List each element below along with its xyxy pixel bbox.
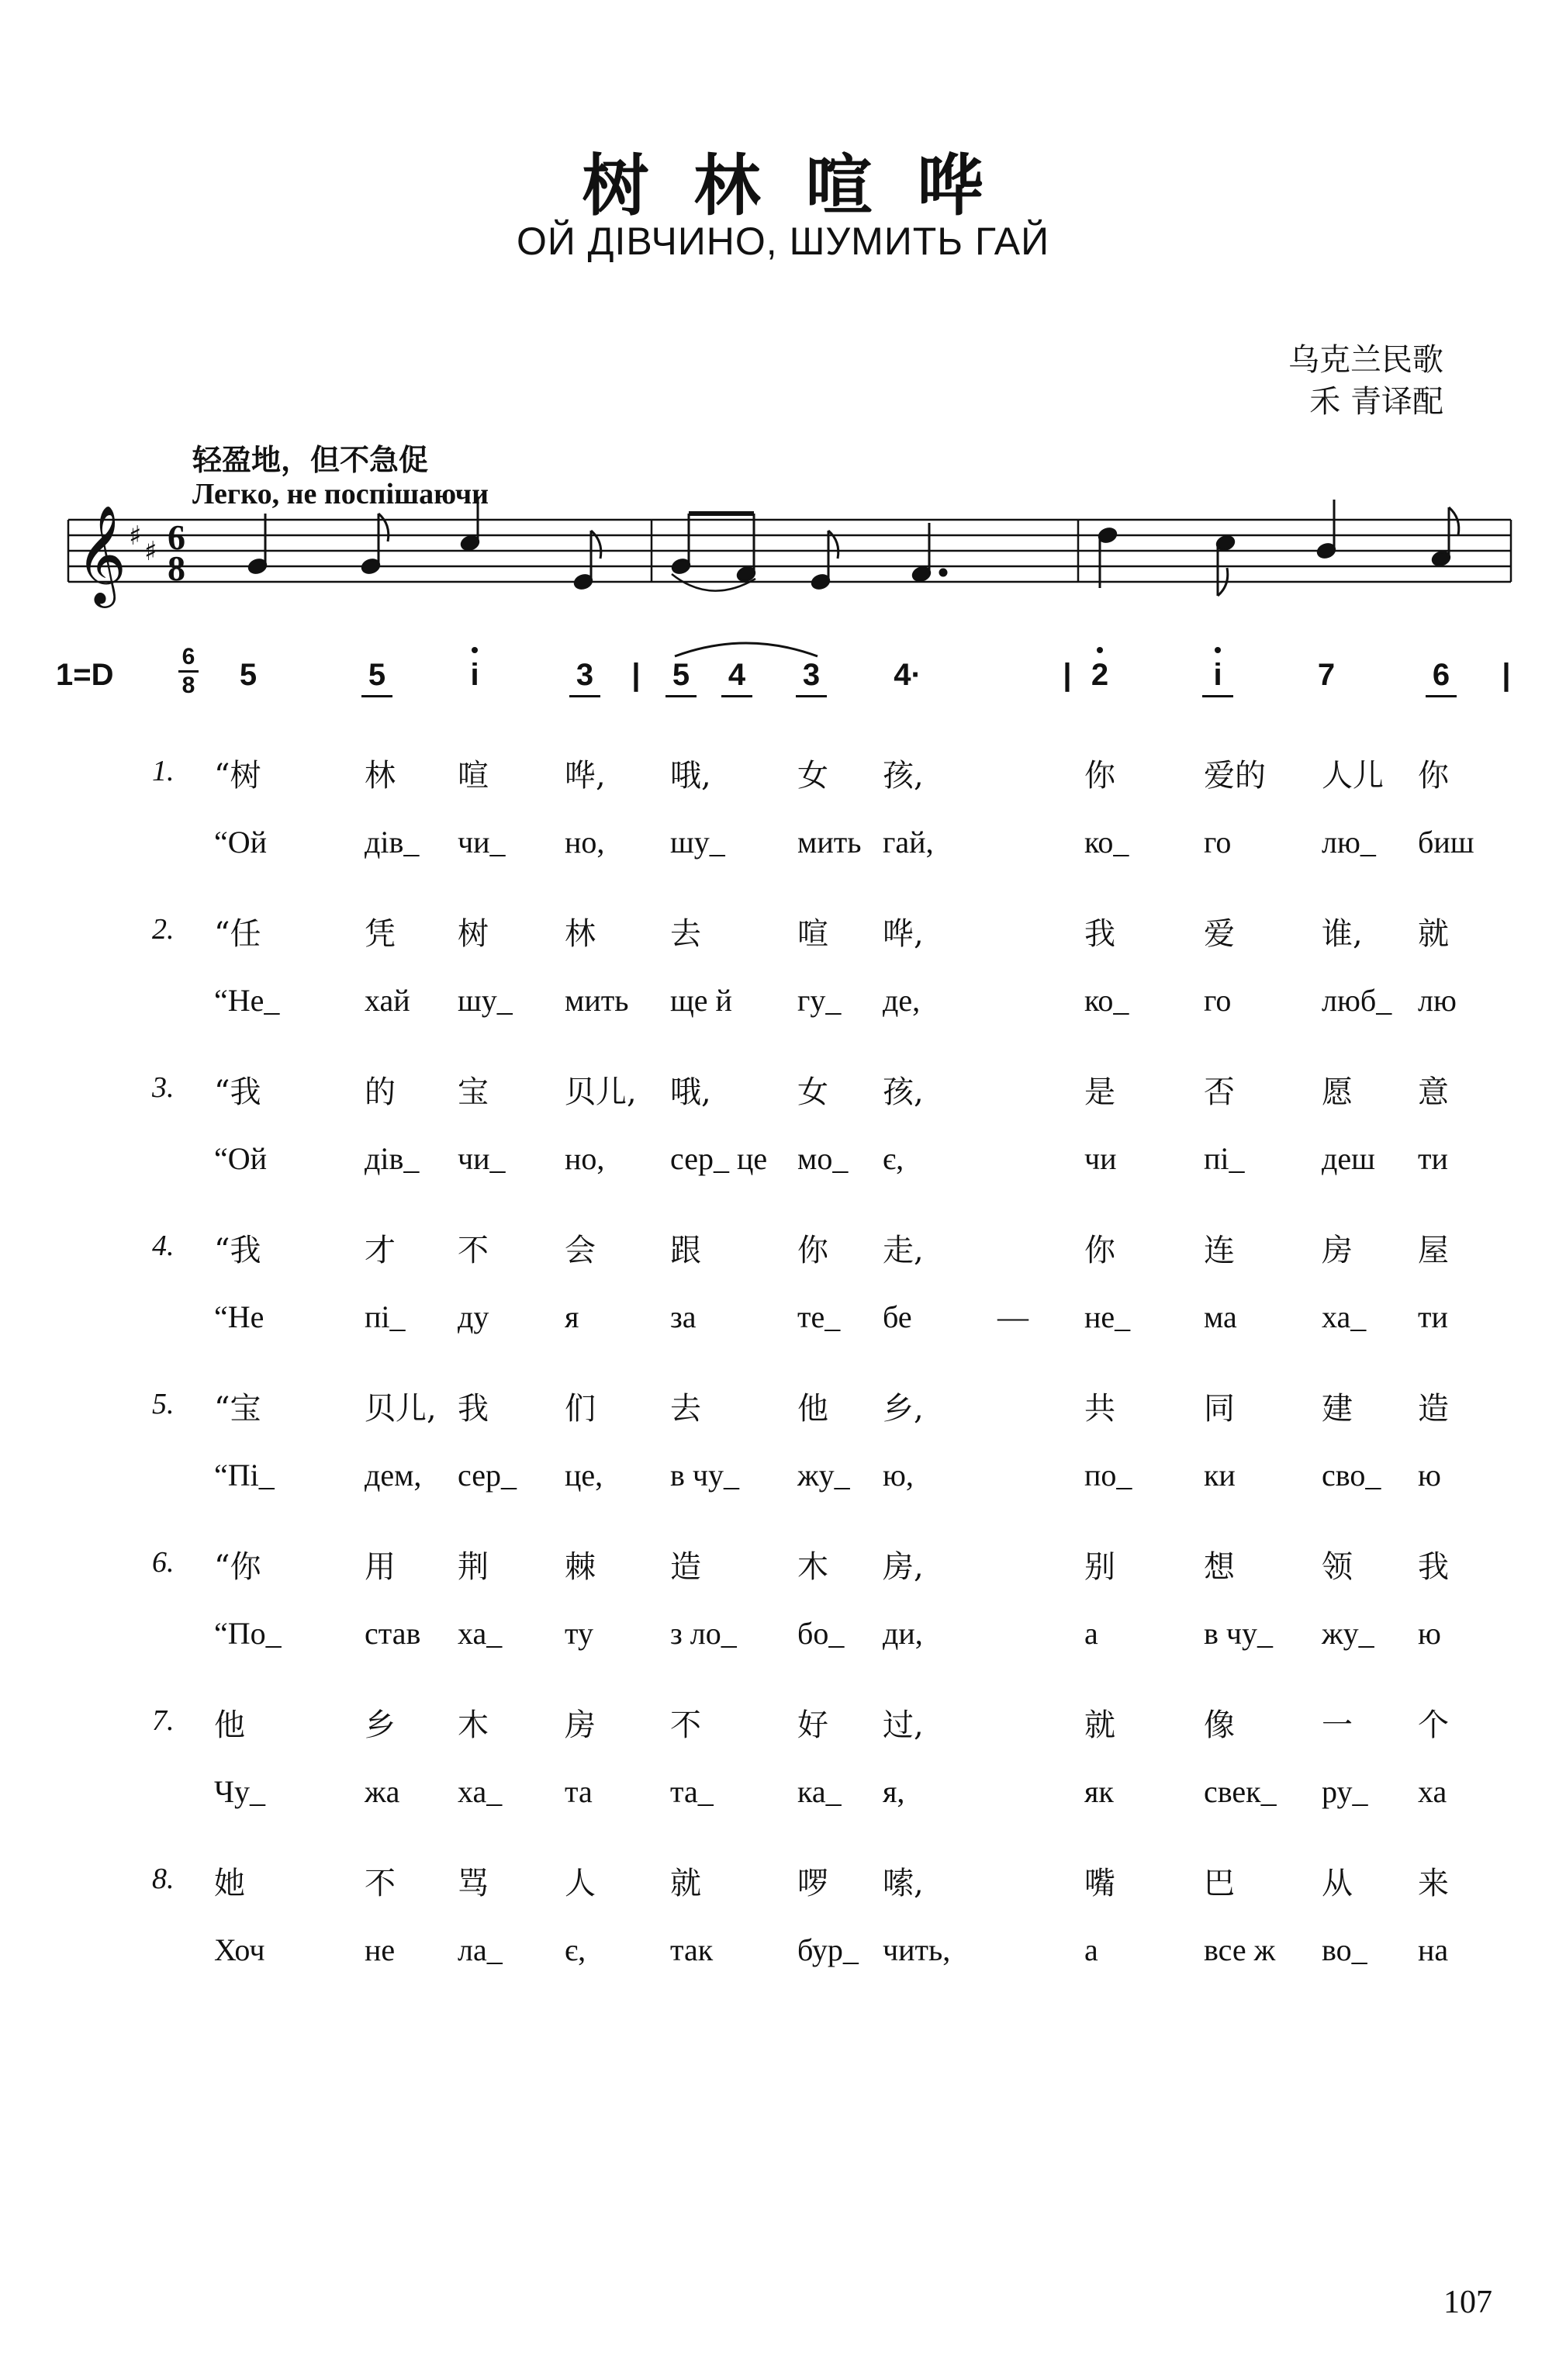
lyric-ru: в чу_ <box>670 1458 740 1493</box>
lyric-zh: 我 <box>1084 916 1115 952</box>
lyric-zh: 好 <box>797 1707 828 1743</box>
verse-number: 5. <box>152 1388 175 1420</box>
lyric-ru: це, <box>565 1458 603 1493</box>
lyric-ru: ю <box>1418 1616 1441 1651</box>
lyric-zh: 孩, <box>883 758 924 794</box>
lyric-zh: 同 <box>1204 1391 1235 1427</box>
lyric-zh: 从 <box>1322 1866 1353 1901</box>
lyric-zh: 是 <box>1084 1074 1115 1110</box>
dot <box>940 569 946 576</box>
lyric-ru: а <box>1084 1932 1098 1967</box>
lyric-zh: 房 <box>565 1707 596 1743</box>
lyric-zh: 屋 <box>1418 1233 1449 1268</box>
lyric-zh: 否 <box>1204 1074 1235 1110</box>
lyric-zh: 愿 <box>1322 1074 1353 1110</box>
lyric-ru: є, <box>883 1141 904 1176</box>
lyric-zh: 乡, <box>883 1391 924 1427</box>
lyric-zh: 木 <box>797 1549 828 1585</box>
jianpu-note: 5 <box>239 658 258 692</box>
lyric-ru: є, <box>565 1932 586 1967</box>
lyric-ru: сер_ <box>458 1458 517 1493</box>
lyric-ru: жу_ <box>797 1458 850 1493</box>
lyric-ru: дем, <box>365 1458 422 1493</box>
lyric-zh: 就 <box>1084 1707 1115 1743</box>
lyric-zh: 嘴 <box>1084 1866 1115 1901</box>
jianpu-note: 4 <box>721 658 752 697</box>
lyric-ru: го <box>1204 825 1232 860</box>
lyric-ru: все ж <box>1204 1932 1276 1967</box>
lyric-zh: 林 <box>565 916 596 952</box>
lyric-zh: 他 <box>214 1707 245 1743</box>
octave-dot <box>1215 647 1221 653</box>
lyric-ru: став <box>365 1616 421 1651</box>
lyric-ru: ти <box>1418 1299 1448 1334</box>
lyric-ru: не_ <box>1084 1299 1131 1334</box>
lyric-ru: бур_ <box>797 1932 859 1967</box>
lyric-ru: биш <box>1418 825 1474 860</box>
tempo-marking-ru: Легко, не поспішаючи <box>192 478 489 510</box>
lyric-ru: но, <box>565 1141 605 1176</box>
lyric-zh: 女 <box>797 1074 828 1110</box>
lyric-zh: 不 <box>670 1707 701 1743</box>
treble-clef-icon: 𝄞 <box>76 504 127 604</box>
lyric-zh: 跟 <box>670 1233 701 1268</box>
lyric-zh: 走, <box>883 1233 924 1268</box>
lyric-zh: 就 <box>1418 916 1449 952</box>
jianpu-barline: | <box>1063 658 1072 692</box>
lyric-zh: 嗦, <box>883 1866 924 1901</box>
verse-number: 4. <box>152 1230 175 1262</box>
sharp-c-icon: ♯ <box>144 536 157 567</box>
jianpu-note: 5 <box>361 658 392 697</box>
jianpu-time-bottom: 8 <box>181 673 195 698</box>
jianpu-marks <box>0 636 1566 714</box>
jianpu-time-top: 6 <box>181 644 195 669</box>
jianpu-note: 5 <box>665 658 697 697</box>
lyric-ru: ко_ <box>1084 825 1129 860</box>
lyric-zh: 荆 <box>458 1549 489 1585</box>
jianpu-note: 4· <box>894 658 921 692</box>
lyric-ru: на <box>1418 1932 1449 1967</box>
lyric-ru: ду <box>458 1299 489 1334</box>
lyric-zh: 谁, <box>1322 916 1363 952</box>
verse-number: 6. <box>152 1546 175 1579</box>
jianpu-note: 6 <box>1426 658 1457 697</box>
lyric-ru: ту <box>565 1616 593 1651</box>
tempo-marking-zh: 轻盈地，但不急促 <box>192 443 429 477</box>
credit-origin: 乌克兰民歌 <box>1288 342 1443 378</box>
lyric-ru: пі_ <box>365 1299 406 1334</box>
lyric-ru: ру_ <box>1322 1774 1368 1809</box>
lyric-zh: 房, <box>883 1549 924 1585</box>
lyric-ru: ка_ <box>797 1774 842 1809</box>
lyric-ru: лю_ <box>1322 825 1376 860</box>
time-sig-top: 6 <box>168 517 185 557</box>
lyric-zh: 像 <box>1204 1707 1235 1743</box>
lyric-ru: шу_ <box>670 825 725 860</box>
lyric-zh: 孩, <box>883 1074 924 1110</box>
lyric-ru: чи_ <box>458 1141 506 1176</box>
lyric-ru: сер_ це <box>670 1141 768 1176</box>
lyric-ru: “Ой <box>214 825 268 860</box>
lyric-ru: а <box>1084 1616 1098 1651</box>
lyric-ru: ма <box>1204 1299 1237 1334</box>
verse-number: 3. <box>152 1071 175 1104</box>
lyric-zh: 巴 <box>1204 1866 1235 1901</box>
lyric-ru: “Не_ <box>214 983 280 1018</box>
lyric-zh: “树 <box>214 758 261 794</box>
lyric-ru: я, <box>883 1774 905 1809</box>
lyric-ru: жу_ <box>1322 1616 1374 1651</box>
lyric-ru: я <box>565 1299 579 1334</box>
lyric-ru: як <box>1084 1774 1114 1809</box>
lyric-zh: 他 <box>797 1391 828 1427</box>
lyric-zh: 连 <box>1204 1233 1235 1268</box>
lyric-ru: ла_ <box>458 1932 503 1967</box>
lyric-zh: 女 <box>797 758 828 794</box>
lyric-dash: — <box>997 1299 1028 1334</box>
lyric-ru: та_ <box>670 1774 714 1809</box>
lyric-ru: ко_ <box>1084 983 1129 1018</box>
lyric-ru: ха_ <box>458 1616 503 1651</box>
lyric-zh: 你 <box>797 1233 828 1268</box>
lyric-ru: деш <box>1322 1141 1375 1176</box>
lyric-zh: 们 <box>565 1391 596 1427</box>
lyric-ru: ха <box>1418 1774 1447 1809</box>
lyric-ru: за <box>670 1299 697 1334</box>
lyric-ru: свек_ <box>1204 1774 1277 1809</box>
lyric-ru: гу_ <box>797 983 842 1018</box>
lyric-ru: лю <box>1418 983 1457 1018</box>
lyric-ru: хай <box>365 983 410 1018</box>
octave-dot <box>472 647 478 653</box>
lyric-zh: 不 <box>458 1233 489 1268</box>
lyric-zh: 贝儿, <box>565 1074 637 1110</box>
lyric-ru: мить <box>797 825 862 860</box>
lyric-ru: ха_ <box>458 1774 503 1809</box>
lyric-ru: ди, <box>883 1616 923 1651</box>
lyric-zh: “宝 <box>214 1391 261 1427</box>
lyric-zh: 她 <box>214 1866 245 1901</box>
lyric-zh: 你 <box>1418 758 1449 794</box>
lyric-ru: мо_ <box>797 1141 849 1176</box>
lyric-ru: пі_ <box>1204 1141 1245 1176</box>
lyric-ru: шу_ <box>458 983 513 1018</box>
lyric-ru: в чу_ <box>1204 1616 1274 1651</box>
lyric-zh: 我 <box>458 1391 489 1427</box>
lyric-ru: те_ <box>797 1299 841 1334</box>
lyric-ru: чи_ <box>458 825 506 860</box>
lyric-ru: но, <box>565 825 605 860</box>
lyric-zh: 共 <box>1084 1391 1115 1427</box>
lyric-zh: 会 <box>565 1233 596 1268</box>
lyric-zh: 乡 <box>365 1707 396 1743</box>
octave-dot <box>1097 647 1103 653</box>
lyric-ru: де, <box>883 983 921 1018</box>
jianpu-note: i <box>1202 658 1233 697</box>
lyric-zh: 人儿 <box>1322 758 1384 794</box>
lyric-zh: 一 <box>1322 1707 1353 1743</box>
lyric-ru: ти <box>1418 1141 1448 1176</box>
lyric-zh: “任 <box>214 916 261 952</box>
lyric-ru: з ло_ <box>670 1616 737 1651</box>
jianpu-note: 3 <box>796 658 827 697</box>
lyric-ru: ха_ <box>1322 1299 1367 1334</box>
lyric-zh: 建 <box>1322 1391 1353 1427</box>
lyric-zh: 别 <box>1084 1549 1115 1585</box>
jianpu-note: i <box>470 658 479 692</box>
lyric-ru: “Не <box>214 1299 264 1334</box>
lyric-zh: “我 <box>214 1233 261 1268</box>
lyric-zh: “你 <box>214 1549 261 1585</box>
lyric-ru: дів_ <box>365 825 420 860</box>
sharp-f-icon: ♯ <box>129 521 142 552</box>
lyric-ru: гай, <box>883 825 934 860</box>
lyric-zh: 意 <box>1418 1074 1449 1110</box>
verse-number: 8. <box>152 1863 175 1895</box>
lyric-zh: 你 <box>1084 1233 1115 1268</box>
lyric-zh: 骂 <box>458 1866 489 1901</box>
lyric-ru: так <box>670 1932 714 1967</box>
lyric-ru: “По_ <box>214 1616 282 1651</box>
lyric-zh: 来 <box>1418 1866 1449 1901</box>
lyric-ru: чи <box>1084 1141 1117 1176</box>
lyric-ru: Чу_ <box>214 1774 265 1809</box>
lyric-zh: 的 <box>365 1074 396 1110</box>
lyric-ru: по_ <box>1084 1458 1132 1493</box>
lyric-zh: 就 <box>670 1866 701 1901</box>
lyric-zh: 房 <box>1322 1233 1353 1268</box>
lyric-zh: 哦, <box>670 758 711 794</box>
lyric-ru: люб_ <box>1322 983 1392 1018</box>
lyric-zh: 造 <box>1418 1391 1449 1427</box>
verse-number: 1. <box>152 755 175 787</box>
lyric-zh: 领 <box>1322 1549 1353 1585</box>
lyric-ru: та <box>565 1774 593 1809</box>
lyric-zh: 不 <box>365 1866 396 1901</box>
verse-number: 2. <box>152 913 175 946</box>
lyric-zh: 个 <box>1418 1707 1449 1743</box>
lyric-zh: 树 <box>458 916 489 952</box>
page-subtitle: ОЙ ДІВЧИНО, ШУМИТЬ ГАЙ <box>516 220 1050 263</box>
lyric-zh: 哗, <box>565 758 606 794</box>
jianpu-note: 7 <box>1317 658 1336 692</box>
lyric-zh: 人 <box>565 1866 596 1901</box>
lyric-zh: 哦, <box>670 1074 711 1110</box>
credit-translator: 禾 青译配 <box>1309 384 1443 420</box>
lyric-zh: 你 <box>1084 758 1115 794</box>
lyric-zh: 爱的 <box>1204 758 1266 794</box>
lyric-zh: 宝 <box>458 1074 489 1110</box>
lyric-zh: 喧 <box>797 916 828 952</box>
time-sig-bottom: 8 <box>168 548 185 588</box>
lyric-zh: 去 <box>670 916 701 952</box>
lyric-zh: 去 <box>670 1391 701 1427</box>
lyric-zh: 棘 <box>565 1549 596 1585</box>
jianpu-barline: | <box>631 658 641 692</box>
lyric-ru: бе <box>883 1299 912 1334</box>
lyric-zh: 木 <box>458 1707 489 1743</box>
lyric-zh: 过, <box>883 1707 924 1743</box>
lyric-zh: 爱 <box>1204 916 1235 952</box>
jianpu-slur <box>675 643 818 656</box>
lyric-zh: 造 <box>670 1549 701 1585</box>
lyric-zh: “我 <box>214 1074 261 1110</box>
verse-number: 7. <box>152 1704 175 1737</box>
lyric-ru: ще й <box>670 983 732 1018</box>
lyric-ru: ю, <box>883 1458 914 1493</box>
lyric-zh: 喧 <box>458 758 489 794</box>
lyric-ru: Хоч <box>214 1932 265 1967</box>
lyric-zh: 哗, <box>883 916 924 952</box>
lyric-zh: 贝儿, <box>365 1391 437 1427</box>
lyric-zh: 想 <box>1204 1549 1235 1585</box>
lyric-ru: ки <box>1204 1458 1236 1493</box>
lyric-ru: бо_ <box>797 1616 845 1651</box>
jianpu-note: 2 <box>1091 658 1109 692</box>
lyric-ru: дів_ <box>365 1141 420 1176</box>
jianpu-note: 3 <box>569 658 600 697</box>
lyric-zh: 凭 <box>365 916 396 952</box>
lyric-ru: во_ <box>1322 1932 1367 1967</box>
lyric-ru: не <box>365 1932 396 1967</box>
lyric-zh: 才 <box>365 1233 396 1268</box>
lyric-zh: 啰 <box>797 1866 828 1901</box>
page-number: 107 <box>1443 2285 1492 2320</box>
music-staff <box>0 496 1566 652</box>
lyric-ru: чить, <box>883 1932 951 1967</box>
lyric-ru: мить <box>565 983 629 1018</box>
lyric-zh: 我 <box>1418 1549 1449 1585</box>
jianpu-barline: | <box>1502 658 1511 692</box>
lyric-zh: 用 <box>365 1549 396 1585</box>
lyric-ru: жа <box>365 1774 400 1809</box>
lyric-ru: ю <box>1418 1458 1441 1493</box>
page-title: 树林喧哗 <box>582 147 1029 225</box>
lyric-ru: го <box>1204 983 1232 1018</box>
lyric-ru: “Ой <box>214 1141 268 1176</box>
lyric-ru: “Пі_ <box>214 1458 275 1493</box>
lyric-ru: сво_ <box>1322 1458 1381 1493</box>
key-signature: 1=D <box>56 658 114 692</box>
lyric-zh: 林 <box>365 758 396 794</box>
